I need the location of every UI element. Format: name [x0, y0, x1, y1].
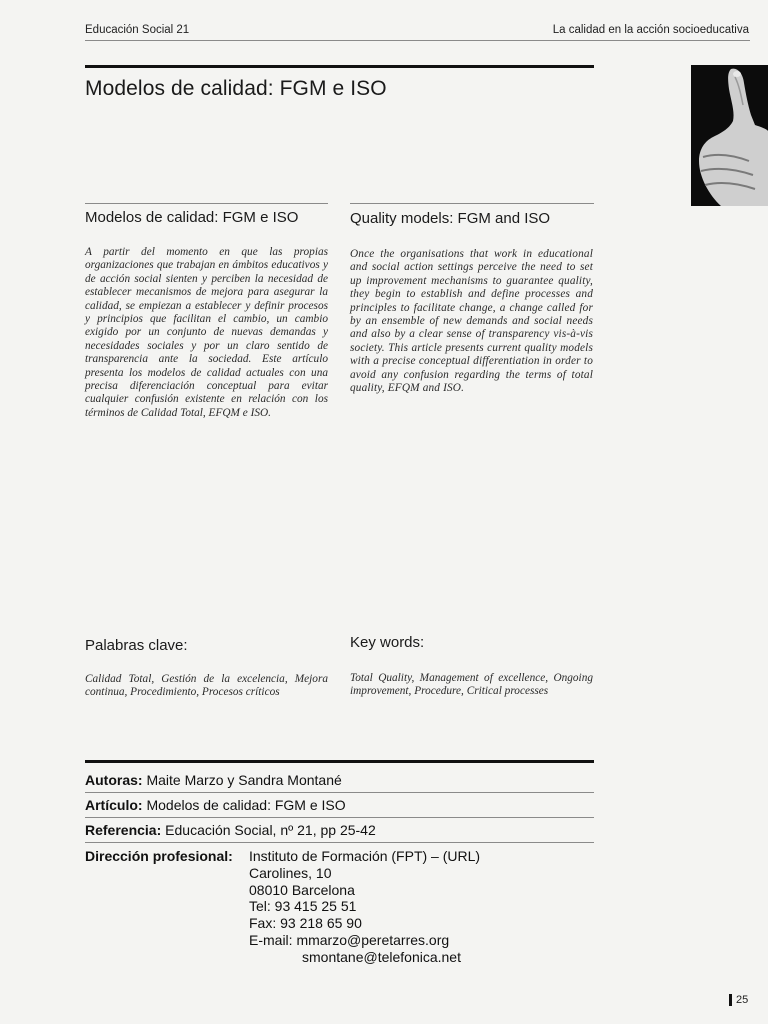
metadata-top-rule [85, 760, 594, 763]
page-number: 25 [736, 994, 749, 1006]
keywords-en-heading: Key words: [350, 634, 425, 651]
article-title: Modelos de calidad: FGM e ISO [85, 77, 387, 100]
abstract-en-heading: Quality models: FGM and ISO [350, 210, 551, 227]
reference-row [85, 822, 376, 838]
email-line: smontane@telefonica.net [302, 948, 461, 965]
article-value: Modelos de calidad: FGM e ISO [146, 797, 346, 813]
article-rule [85, 817, 594, 818]
reference-label: Referencia: [85, 822, 162, 838]
running-header-section: La calidad en la acción socioeducativa [552, 24, 749, 36]
reference-value: Educación Social, nº 21, pp 25-42 [165, 822, 376, 838]
authors-rule [85, 792, 594, 793]
thumbs-up-icon [691, 65, 768, 206]
address-line: Fax: 93 218 65 90 [249, 915, 362, 932]
keywords-en-text: Total Quality, Management of excellence, Ongoing improvement, Procedure, Critical processes [350, 672, 593, 698]
reference-rule [85, 842, 594, 843]
header-rule [85, 40, 750, 41]
address-line: 08010 Barcelona [249, 881, 355, 898]
article-row [85, 797, 346, 813]
abstract-es-heading: Modelos de calidad: FGM e ISO [85, 209, 299, 226]
page-number-marker [729, 994, 732, 1006]
address-block [249, 848, 579, 966]
authors-row [85, 772, 342, 788]
article-label: Artículo: [85, 797, 143, 813]
address-label [85, 848, 233, 864]
keywords-es-text: Calidad Total, Gestión de la excelencia, Mejora continua, Procedimiento, Procesos críticos [85, 673, 328, 699]
abstract-en-text: Once the organisations that work in educational and social action settings perceive the need to set up improvement mechanisms to guarantee quality, they begin to establish and define processes and principles to facilitate change, a change called for by an ensemble of new demands and social needs and also by a clear sense of transparency vis-à-vis society. This article presents current quality models with a precise conceptual differentiation in order to avoid any confusion regarding the terms of total quality, EFQM and ISO. [350, 248, 593, 395]
title-top-rule [85, 65, 594, 68]
email-line: E-mail: mmarzo@peretarres.org [249, 931, 450, 948]
authors-value: Maite Marzo y Sandra Montané [146, 772, 342, 788]
address-label-text: Dirección profesional: [85, 848, 233, 864]
address-line: Instituto de Formación (FPT) – (URL) [249, 848, 481, 864]
running-header-journal: Educación Social 21 [85, 24, 190, 36]
authors-label: Autoras: [85, 772, 143, 788]
keywords-es-heading: Palabras clave: [85, 637, 188, 654]
address-line: Tel: 93 415 25 51 [249, 898, 357, 915]
thumbs-up-photo [691, 65, 768, 206]
address-line: Carolines, 10 [249, 864, 332, 881]
abstract-es-text: A partir del momento en que las propias organizaciones que trabajan en ámbitos educativos y de acción social sienten y perciben la necesidad de establecer mecanismos de mejora para asegurar la calidad, se empiezan a establecer y definir procesos y principios que facilitan el cambio, un cambio exigido por un conjunto de nuevas demandas y necesidades sociales y por un claro sentido de transparencia ante la sociedad. Este artículo presenta los modelos de calidad actuales con una precisa diferenciación conceptual para evitar cualquier confusión existente en relación con los términos de Calidad Total, EFQM e ISO. [85, 246, 328, 419]
abstract-es-rule [85, 203, 328, 204]
abstract-en-rule [350, 203, 594, 204]
